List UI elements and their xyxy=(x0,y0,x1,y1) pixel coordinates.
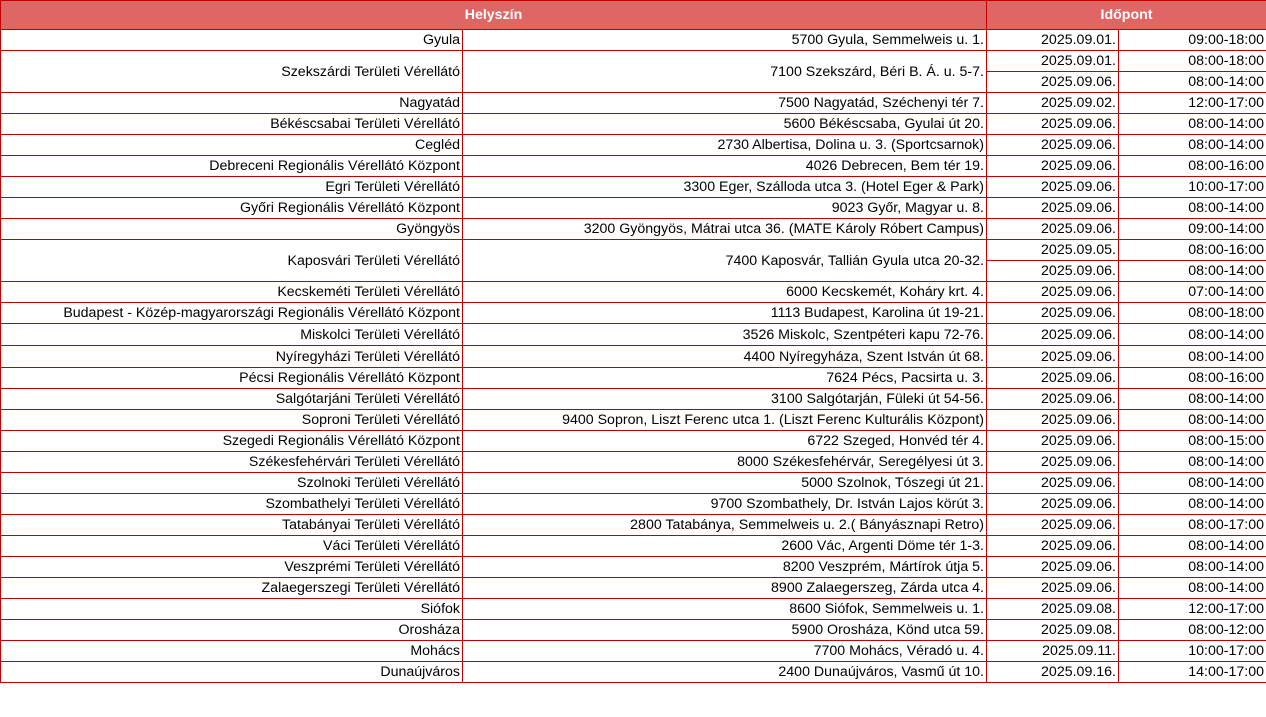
date-cell[interactable]: 2025.09.06. xyxy=(987,261,1119,282)
location-cell[interactable]: Cegléd xyxy=(1,135,463,156)
date-cell[interactable]: 2025.09.06. xyxy=(987,303,1119,324)
table-row xyxy=(1,599,1266,620)
location-cell[interactable]: Dunaújváros xyxy=(1,662,463,683)
table-row xyxy=(1,473,1266,494)
address-cell[interactable]: 2400 Dunaújváros, Vasmű út 10. xyxy=(463,662,987,683)
address-cell[interactable]: 7100 Szekszárd, Béri B. Á. u. 5-7. xyxy=(463,51,987,93)
date-cell[interactable]: 2025.09.06. xyxy=(987,452,1119,473)
time-cell[interactable]: 08:00-14:00 xyxy=(1119,72,1266,93)
address-cell[interactable]: 5000 Szolnok, Tószegi út 21. xyxy=(463,473,987,494)
address-cell[interactable]: 7624 Pécs, Pacsirta u. 3. xyxy=(463,368,987,389)
address-cell[interactable]: 2800 Tatabánya, Semmelweis u. 2.( Bányásznapi Retro) xyxy=(463,515,987,536)
address-cell[interactable]: 5900 Orosháza, Könd utca 59. xyxy=(463,620,987,641)
location-cell[interactable]: Szegedi Regionális Vérellátó Központ xyxy=(1,431,463,452)
address-cell[interactable]: 8600 Siófok, Semmelweis u. 1. xyxy=(463,599,987,620)
location-cell[interactable]: Kecskeméti Területi Vérellátó xyxy=(1,282,463,303)
time-cell[interactable]: 10:00-17:00 xyxy=(1119,641,1266,662)
location-cell[interactable]: Salgótarjáni Területi Vérellátó xyxy=(1,389,463,410)
address-cell[interactable]: 3526 Miskolc, Szentpéteri kapu 72-76. xyxy=(463,324,987,346)
location-cell[interactable]: Szombathelyi Területi Vérellátó xyxy=(1,494,463,515)
time-cell[interactable]: 07:00-14:00 xyxy=(1119,282,1266,303)
location-cell[interactable]: Pécsi Regionális Vérellátó Központ xyxy=(1,368,463,389)
date-cell[interactable]: 2025.09.06. xyxy=(987,431,1119,452)
time-cell[interactable]: 08:00-17:00 xyxy=(1119,515,1266,536)
time-cell[interactable]: 09:00-14:00 xyxy=(1119,219,1266,240)
date-cell[interactable]: 2025.09.05. xyxy=(987,240,1119,261)
location-cell[interactable]: Soproni Területi Vérellátó xyxy=(1,410,463,431)
address-cell[interactable]: 6000 Kecskemét, Koháry krt. 4. xyxy=(463,282,987,303)
address-cell[interactable]: 9700 Szombathely, Dr. István Lajos körút 3. xyxy=(463,494,987,515)
table-row xyxy=(1,620,1266,641)
time-cell[interactable]: 08:00-12:00 xyxy=(1119,620,1266,641)
table-row xyxy=(1,557,1266,578)
location-cell[interactable]: Gyöngyös xyxy=(1,219,463,240)
table-row xyxy=(1,51,1266,72)
header-row xyxy=(1,1,1266,30)
time-cell[interactable]: 12:00-17:00 xyxy=(1119,93,1266,114)
location-cell[interactable]: Nagyatád xyxy=(1,93,463,114)
address-cell[interactable]: 3100 Salgótarján, Füleki út 54-56. xyxy=(463,389,987,410)
header-location[interactable]: Helyszín xyxy=(1,1,987,30)
date-cell[interactable]: 2025.09.11. xyxy=(987,641,1119,662)
address-cell[interactable]: 7700 Mohács, Véradó u. 4. xyxy=(463,641,987,662)
location-cell[interactable]: Budapest - Közép-magyarországi Regionális Vérellátó Központ xyxy=(1,303,463,324)
time-cell[interactable]: 08:00-14:00 xyxy=(1119,494,1266,515)
address-cell[interactable]: 8900 Zalaegerszeg, Zárda utca 4. xyxy=(463,578,987,599)
date-cell[interactable]: 2025.09.06. xyxy=(987,473,1119,494)
location-cell[interactable]: Szolnoki Területi Vérellátó xyxy=(1,473,463,494)
date-cell[interactable]: 2025.09.01. xyxy=(987,51,1119,72)
time-cell[interactable]: 08:00-14:00 xyxy=(1119,578,1266,599)
time-cell[interactable]: 12:00-17:00 xyxy=(1119,599,1266,620)
table-row xyxy=(1,30,1266,51)
address-cell[interactable]: 1113 Budapest, Karolina út 19-21. xyxy=(463,303,987,324)
date-cell[interactable]: 2025.09.06. xyxy=(987,368,1119,389)
time-cell[interactable]: 09:00-18:00 xyxy=(1119,30,1266,51)
location-cell[interactable]: Egri Területi Vérellátó xyxy=(1,177,463,198)
date-cell[interactable]: 2025.09.06. xyxy=(987,177,1119,198)
table-row xyxy=(1,240,1266,261)
address-cell[interactable]: 5600 Békéscsaba, Gyulai út 20. xyxy=(463,114,987,135)
address-cell[interactable]: 7500 Nagyatád, Széchenyi tér 7. xyxy=(463,93,987,114)
location-cell[interactable]: Veszprémi Területi Vérellátó xyxy=(1,557,463,578)
table-row xyxy=(1,431,1266,452)
time-cell[interactable]: 08:00-14:00 xyxy=(1119,198,1266,219)
location-cell[interactable]: Mohács xyxy=(1,641,463,662)
location-cell[interactable]: Kaposvári Területi Vérellátó xyxy=(1,240,463,282)
table-row xyxy=(1,662,1266,683)
address-cell[interactable]: 6722 Szeged, Honvéd tér 4. xyxy=(463,431,987,452)
date-cell[interactable]: 2025.09.06. xyxy=(987,282,1119,303)
address-cell[interactable]: 8000 Székesfehérvár, Seregélyesi út 3. xyxy=(463,452,987,473)
time-cell[interactable]: 08:00-16:00 xyxy=(1119,156,1266,177)
date-cell[interactable]: 2025.09.06. xyxy=(987,72,1119,93)
date-cell[interactable]: 2025.09.06. xyxy=(987,536,1119,557)
location-cell[interactable]: Győri Regionális Vérellátó Központ xyxy=(1,198,463,219)
table-row xyxy=(1,177,1266,198)
date-cell[interactable]: 2025.09.06. xyxy=(987,578,1119,599)
table-row xyxy=(1,114,1266,135)
table-row xyxy=(1,282,1266,303)
address-cell[interactable]: 9400 Sopron, Liszt Ferenc utca 1. (Liszt Ferenc Kulturális Központ) xyxy=(463,410,987,431)
table-row xyxy=(1,346,1266,368)
date-cell[interactable]: 2025.09.06. xyxy=(987,410,1119,431)
time-cell[interactable]: 08:00-14:00 xyxy=(1119,452,1266,473)
location-cell[interactable]: Zalaegerszegi Területi Vérellátó xyxy=(1,578,463,599)
time-cell[interactable]: 08:00-16:00 xyxy=(1119,240,1266,261)
time-cell[interactable]: 08:00-14:00 xyxy=(1119,557,1266,578)
location-cell[interactable]: Békéscsabai Területi Vérellátó xyxy=(1,114,463,135)
time-cell[interactable]: 08:00-14:00 xyxy=(1119,261,1266,282)
date-cell[interactable]: 2025.09.06. xyxy=(987,515,1119,536)
time-cell[interactable]: 08:00-14:00 xyxy=(1119,346,1266,368)
address-cell[interactable]: 9023 Győr, Magyar u. 8. xyxy=(463,198,987,219)
address-cell[interactable]: 7400 Kaposvár, Tallián Gyula utca 20-32. xyxy=(463,240,987,282)
date-cell[interactable]: 2025.09.06. xyxy=(987,198,1119,219)
location-cell[interactable]: Orosháza xyxy=(1,620,463,641)
table-row xyxy=(1,389,1266,410)
time-cell[interactable]: 08:00-16:00 xyxy=(1119,368,1266,389)
date-cell[interactable]: 2025.09.06. xyxy=(987,219,1119,240)
address-cell[interactable]: 5700 Gyula, Semmelweis u. 1. xyxy=(463,30,987,51)
date-cell[interactable]: 2025.09.08. xyxy=(987,599,1119,620)
time-cell[interactable]: 08:00-14:00 xyxy=(1119,473,1266,494)
date-cell[interactable]: 2025.09.06. xyxy=(987,557,1119,578)
location-cell[interactable]: Váci Területi Vérellátó xyxy=(1,536,463,557)
table-row xyxy=(1,219,1266,240)
date-cell[interactable]: 2025.09.06. xyxy=(987,494,1119,515)
location-cell[interactable]: Miskolci Területi Vérellátó xyxy=(1,324,463,346)
table-row xyxy=(1,536,1266,557)
location-cell[interactable]: Székesfehérvári Területi Vérellátó xyxy=(1,452,463,473)
table-row xyxy=(1,324,1266,346)
address-cell[interactable]: 3300 Eger, Szálloda utca 3. (Hotel Eger & Park) xyxy=(463,177,987,198)
date-cell[interactable]: 2025.09.06. xyxy=(987,324,1119,346)
address-cell[interactable]: 2730 Albertisa, Dolina u. 3. (Sportcsarnok) xyxy=(463,135,987,156)
date-cell[interactable]: 2025.09.06. xyxy=(987,156,1119,177)
address-cell[interactable]: 4400 Nyíregyháza, Szent István út 68. xyxy=(463,346,987,368)
location-cell[interactable]: Gyula xyxy=(1,30,463,51)
location-cell[interactable]: Siófok xyxy=(1,599,463,620)
table-row xyxy=(1,303,1266,324)
time-cell[interactable]: 08:00-15:00 xyxy=(1119,431,1266,452)
date-cell[interactable]: 2025.09.06. xyxy=(987,114,1119,135)
table-row xyxy=(1,135,1266,156)
time-cell[interactable]: 08:00-14:00 xyxy=(1119,389,1266,410)
table-row xyxy=(1,452,1266,473)
location-cell[interactable]: Nyíregyházi Területi Vérellátó xyxy=(1,346,463,368)
table-row xyxy=(1,368,1266,389)
time-cell[interactable]: 08:00-14:00 xyxy=(1119,324,1266,346)
address-cell[interactable]: 4026 Debrecen, Bem tér 19. xyxy=(463,156,987,177)
location-cell[interactable]: Szekszárdi Területi Vérellátó xyxy=(1,51,463,93)
table-row xyxy=(1,641,1266,662)
table-row xyxy=(1,198,1266,219)
table-row xyxy=(1,578,1266,599)
date-cell[interactable]: 2025.09.01. xyxy=(987,30,1119,51)
time-cell[interactable]: 10:00-17:00 xyxy=(1119,177,1266,198)
table-row xyxy=(1,515,1266,536)
table-row xyxy=(1,93,1266,114)
header-time[interactable]: Időpont xyxy=(987,1,1266,30)
date-cell[interactable]: 2025.09.06. xyxy=(987,346,1119,368)
address-cell[interactable]: 2600 Vác, Argenti Döme tér 1-3. xyxy=(463,536,987,557)
date-cell[interactable]: 2025.09.06. xyxy=(987,135,1119,156)
address-cell[interactable]: 8200 Veszprém, Mártírok útja 5. xyxy=(463,557,987,578)
time-cell[interactable]: 08:00-14:00 xyxy=(1119,536,1266,557)
time-cell[interactable]: 08:00-18:00 xyxy=(1119,51,1266,72)
location-cell[interactable]: Debreceni Regionális Vérellátó Központ xyxy=(1,156,463,177)
time-cell[interactable]: 08:00-14:00 xyxy=(1119,410,1266,431)
address-cell[interactable]: 3200 Gyöngyös, Mátrai utca 36. (MATE Károly Róbert Campus) xyxy=(463,219,987,240)
time-cell[interactable]: 08:00-18:00 xyxy=(1119,303,1266,324)
date-cell[interactable]: 2025.09.16. xyxy=(987,662,1119,683)
table-row xyxy=(1,410,1266,431)
time-cell[interactable]: 08:00-14:00 xyxy=(1119,135,1266,156)
date-cell[interactable]: 2025.09.08. xyxy=(987,620,1119,641)
location-cell[interactable]: Tatabányai Területi Vérellátó xyxy=(1,515,463,536)
table-row xyxy=(1,494,1266,515)
table-row xyxy=(1,156,1266,177)
date-cell[interactable]: 2025.09.02. xyxy=(987,93,1119,114)
time-cell[interactable]: 14:00-17:00 xyxy=(1119,662,1266,683)
table-body xyxy=(1,30,1266,683)
time-cell[interactable]: 08:00-14:00 xyxy=(1119,114,1266,135)
date-cell[interactable]: 2025.09.06. xyxy=(987,389,1119,410)
